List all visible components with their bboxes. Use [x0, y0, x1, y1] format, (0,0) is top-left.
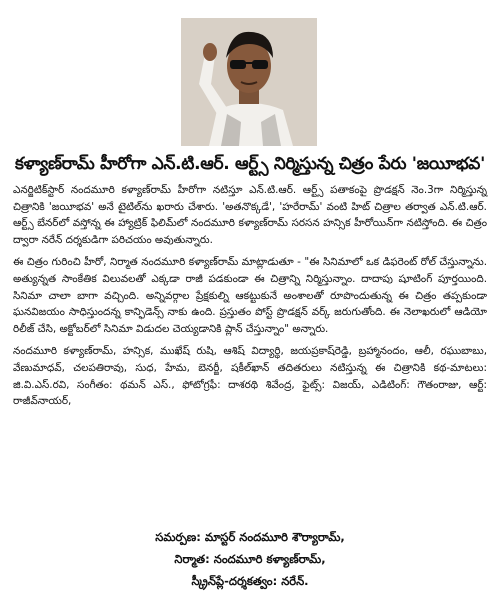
credit-label: నిర్మాత: — [174, 552, 210, 566]
credits-block — [0, 526, 500, 592]
paragraph: నందమూరి కళ్యాణ్‌రామ్, హన్సిక, ముఖేష్ రుషి, ఆశిష్ విద్యార్థి, జయప్రకాష్‌రెడ్డి, బ్రహ్మానందం, ఆలీ, రఘుబాబు, వేణుమాధవ్, చలపతిరావు, సుధ, హేమ, బెనర్జీ, షకీల్‌ఖాన్ తదితరులు నటిస్తున్న ఈ చిత్రానికి కథ-మాటలు: జి.వి.ఎస్.రవి, సంగీతం: థమన్ ఎస్., ఫోటోగ్రఫీ: దాశరథి శివేంద్ర, ఫైట్స్: విజయ్, ఎడిటింగ్: గౌతంరాజు, ఆర్ట్: రాజీవ్‌నాయర్, — [13, 345, 487, 408]
article-body — [13, 182, 487, 416]
credit-value: మాస్టర్ నందమూరి శౌర్యారామ్, — [204, 530, 345, 544]
paragraph: ఎనర్జిటిక్‌స్టార్ నందమూరి కళ్యాణ్‌రామ్ హీరోగా నటిస్తూ ఎన్.టి.ఆర్. ఆర్ట్స్ పతాకంపై ప్రొడక్షన్ నెం.3గా నిర్మిస్తున్న చిత్రానికి 'జయీభవ' అనే టైటిల్‌ను ఖరారు చేశారు. 'అతనొక్కడే', 'హరేరామ్' వంటి హిట్ చిత్రాల తర్వాత ఎన్.టి.ఆర్. ఆర్ట్స్ బేనర్‌లో వస్తోన్న ఈ హ్యాట్రిక్ ఫిలిమ్‌లో నందమూరి కళ్యాణ్‌రామ్ సరసన హన్సిక హీరోయిన్‌గా నటిస్తోంది. ఈ చిత్రం ద్వారా నరేన్ దర్శకుడిగా పరిచయం అవుతున్నారు. — [13, 184, 487, 246]
paragraph: ఈ చిత్రం గురించి హీరో, నిర్మాత నందమూరి కళ్యాణ్‌రామ్ మాట్లాడుతూ - "ఈ సినిమాలో ఒక డిఫరెంట్ రోల్ చేస్తున్నాను. అత్యున్నత సాంకేతిక విలువలతో ఎక్కడా రాజీ పడకుండా ఈ చిత్రాన్ని నిర్మిస్తున్నాం. దాదాపు షూటింగ్ పూర్తయింది. సినిమా చాలా బాగా వచ్చింది. అన్నివర్గాల ప్రేక్షకుల్ని ఆకట్టుకునే అంశాలతో రూపొందుతున్న ఈ చిత్రం తప్పకుండా ఘనవిజయం సాధిస్తుందన్న కాన్ఫిడెన్స్ నాకు ఉంది. ప్రస్తుతం పోస్ట్ ప్రొడక్షన్ వర్క్ జరుగుతోంది. ఈ నెలాఖరులో ఆడియో రిలీజ్ చేసి, అక్టోబర్‌లో సినిమా విడుదల చెయ్యడానికి ప్లాన్ చేస్తున్నాం" అన్నారు. — [13, 256, 487, 335]
credit-director — [0, 570, 500, 592]
credit-label: సమర్పణ: — [155, 530, 201, 544]
headline: కళ్యాణ్‌రామ్ హీరోగా ఎన్.టి.ఆర్. ఆర్ట్స్ నిర్మిస్తున్న చిత్రం పేరు 'జయీభవ' — [15, 154, 485, 174]
credit-producer — [0, 548, 500, 570]
credit-label: స్క్రీన్‌ప్లే-దర్శకత్వం: — [191, 574, 278, 588]
credit-presenter — [0, 526, 500, 548]
credit-value: నరేన్. — [281, 574, 309, 588]
hero-photo — [181, 18, 317, 146]
credit-value: నందమూరి కళ్యాణ్‌రామ్, — [213, 552, 326, 566]
